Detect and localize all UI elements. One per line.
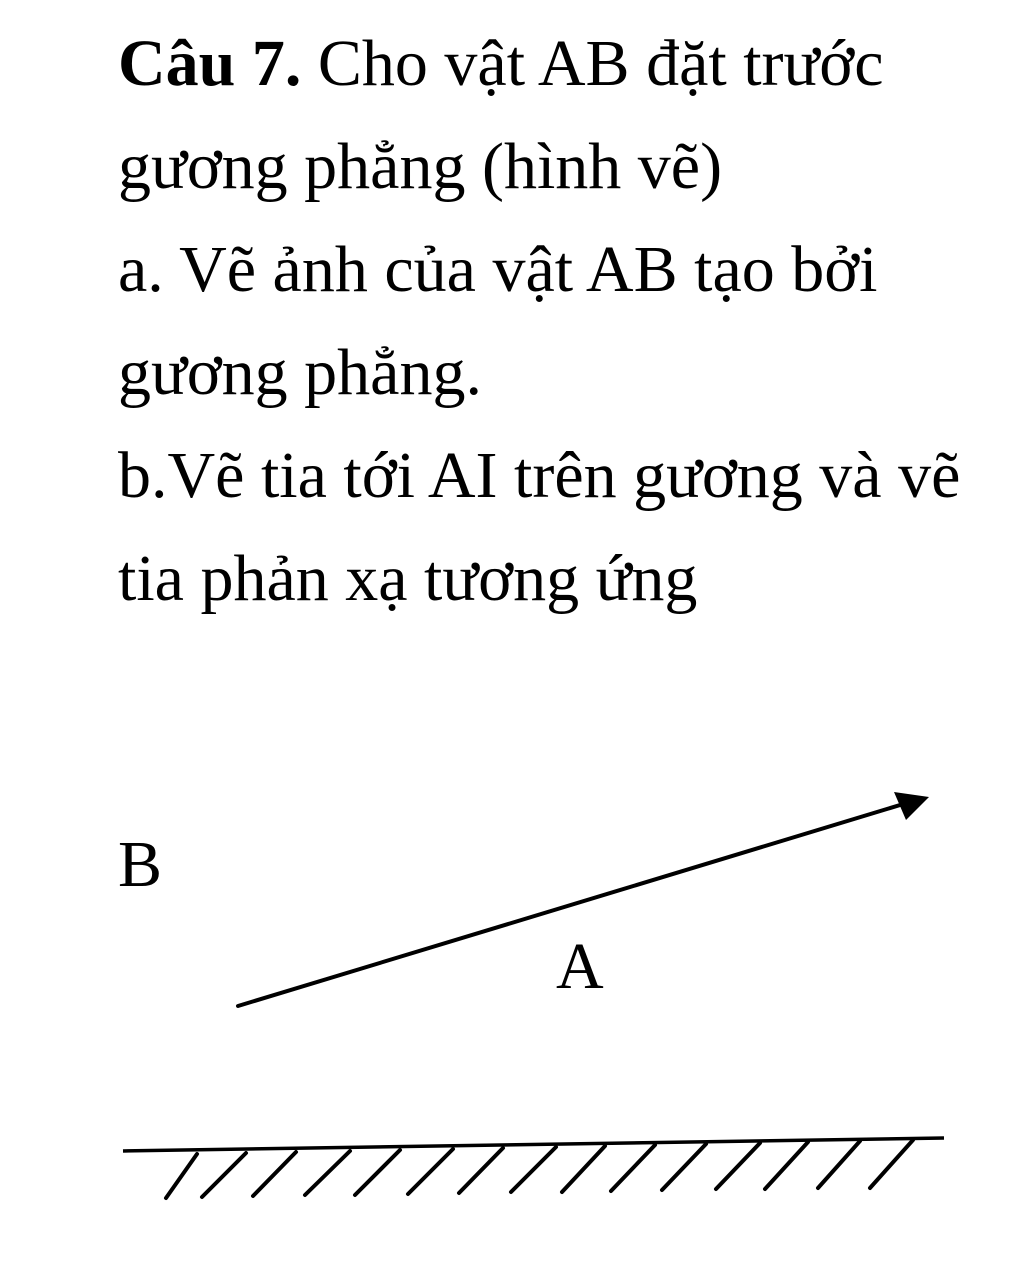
plane-mirror bbox=[123, 1138, 944, 1198]
question-number: Câu 7. bbox=[118, 27, 302, 100]
label-a: A bbox=[556, 930, 604, 1003]
question-part-a: a. Vẽ ảnh của vật AB tạo bởi gương phẳng. bbox=[118, 233, 878, 409]
question-part-b: b.Vẽ tia tới AI trên gương và vẽ tia phản xạ tương ứng bbox=[118, 439, 961, 615]
question-intro-text: Cho vật AB đặt trước gương phẳng (hình vẽ) bbox=[118, 27, 884, 203]
mirror-surface-line bbox=[123, 1138, 944, 1151]
label-b: B bbox=[118, 828, 163, 901]
